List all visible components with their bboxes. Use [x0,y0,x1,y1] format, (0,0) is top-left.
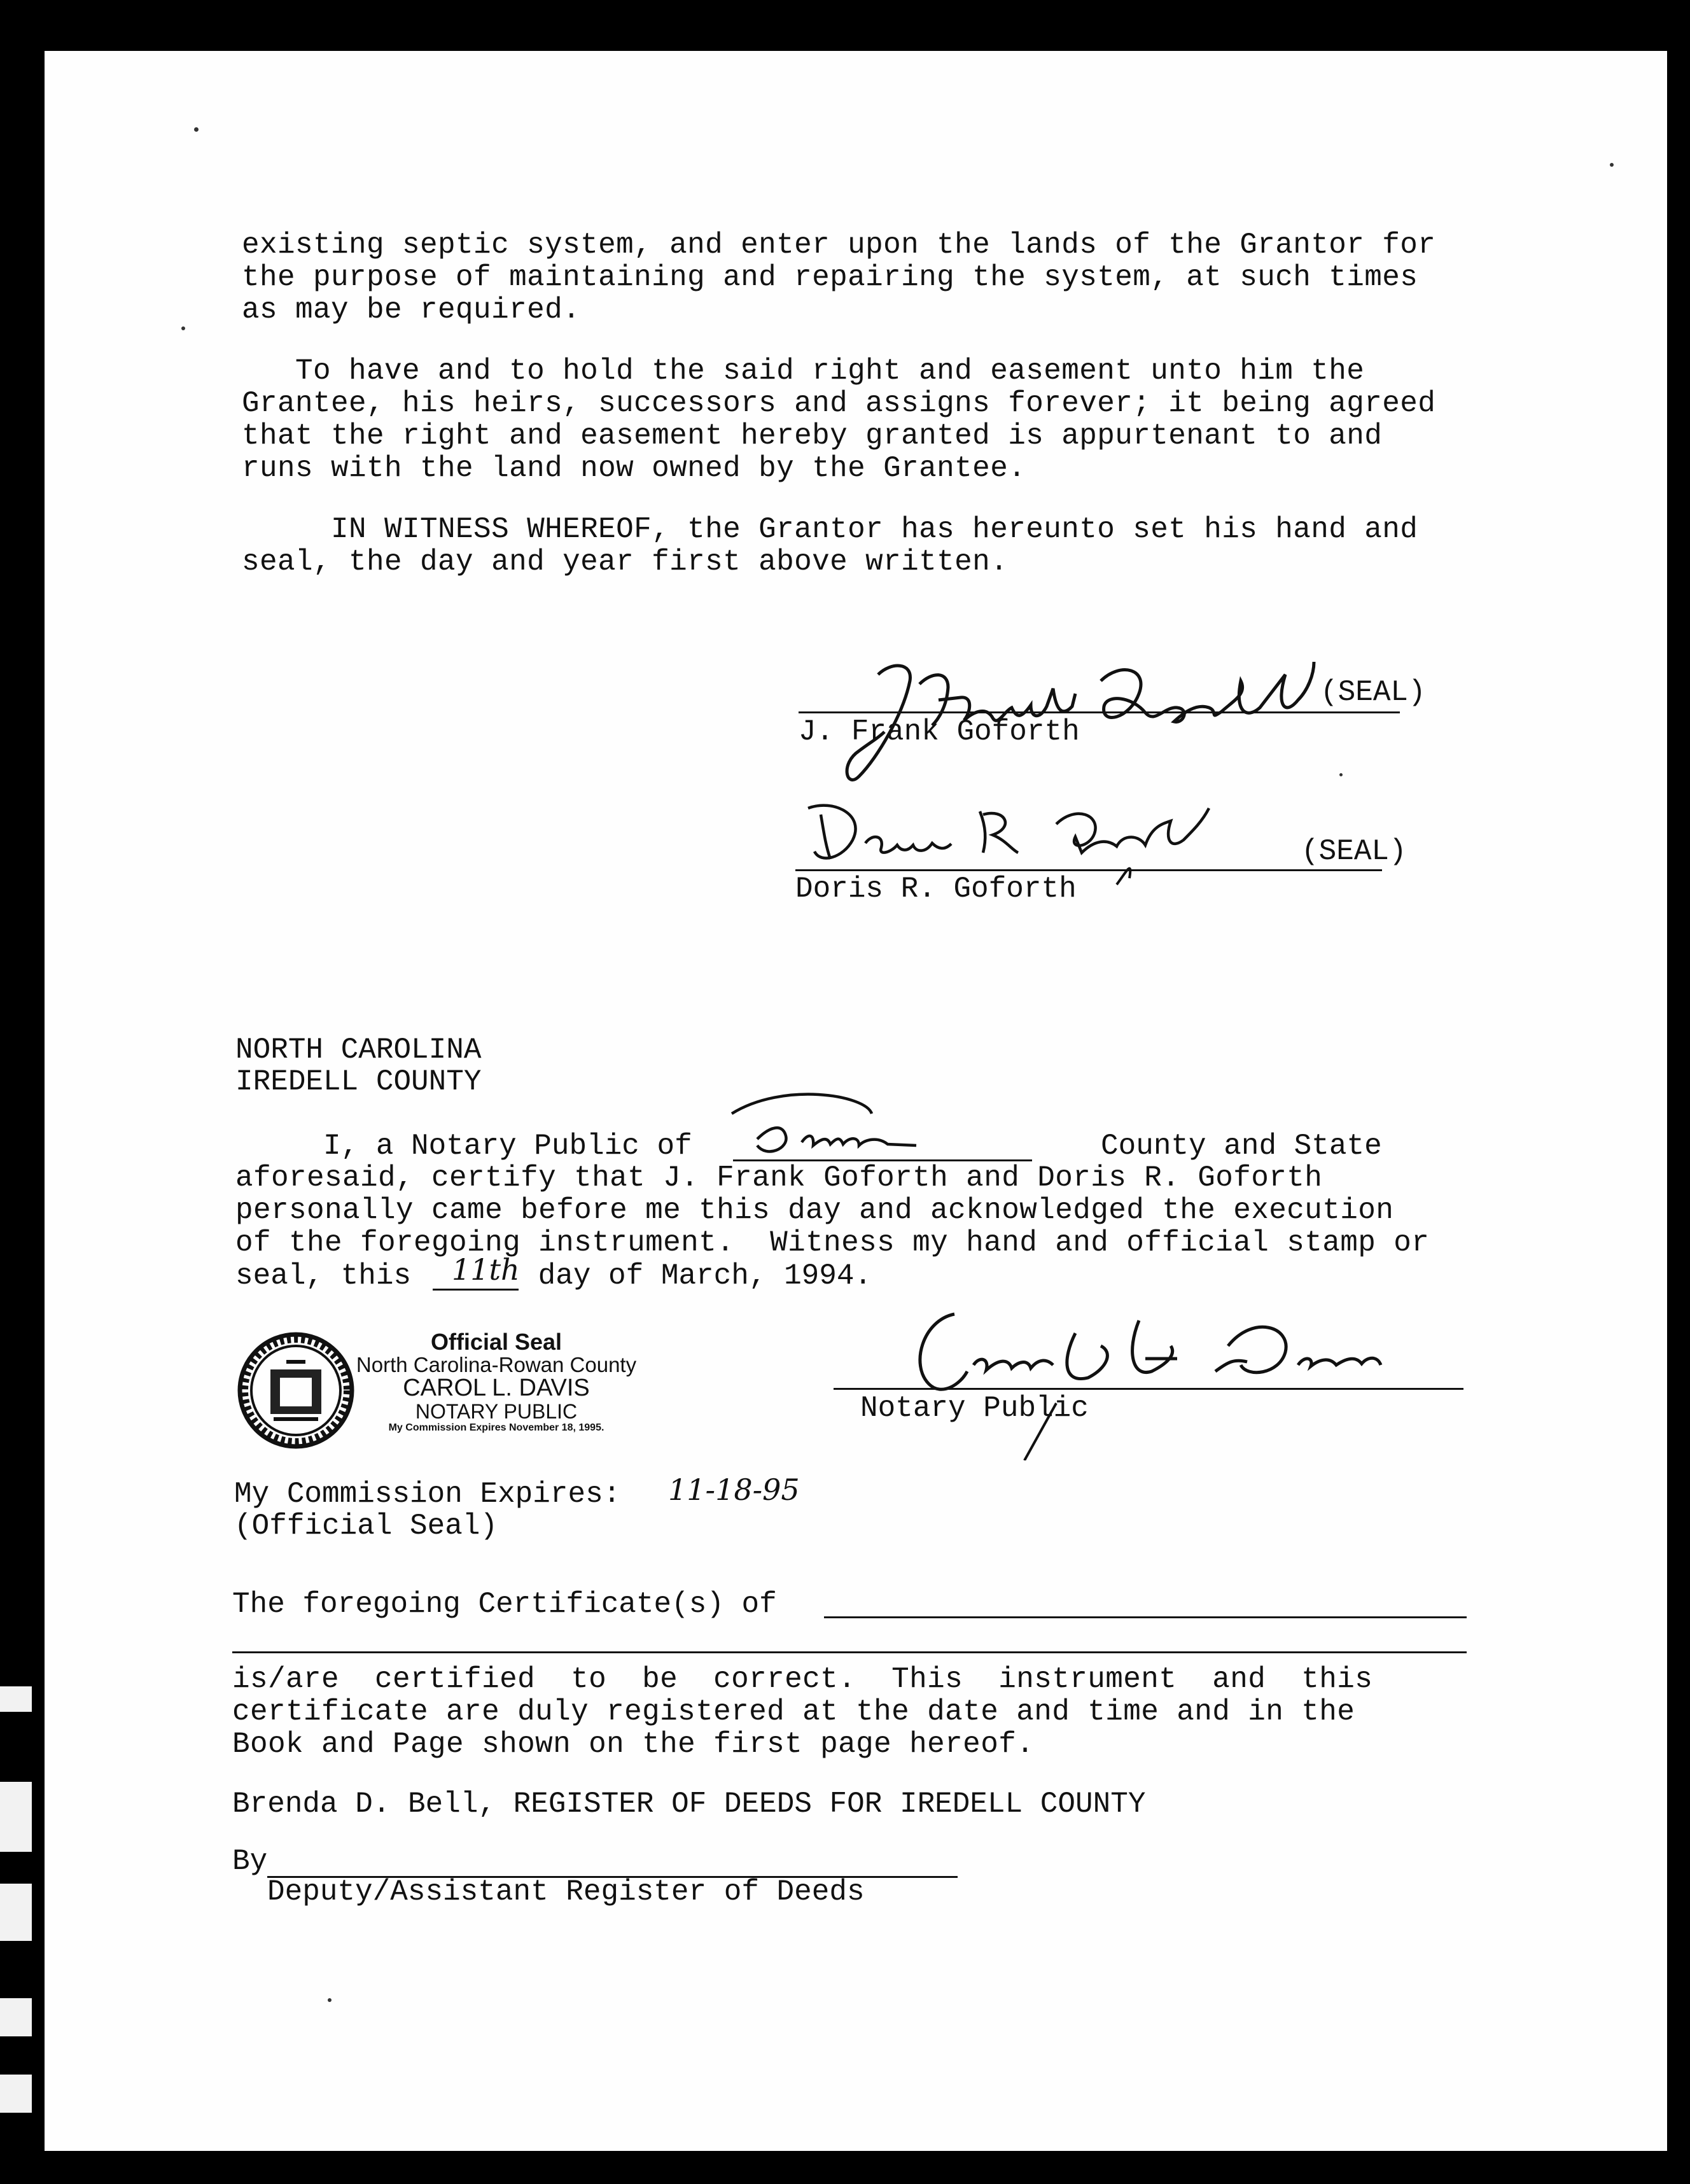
scan-speck [194,127,199,132]
scan-speck [1610,163,1614,167]
notary-line1-prefix: I, a Notary Public of [235,1130,710,1163]
scanner-edge-mark [0,1782,32,1852]
notary-certification-body: aforesaid, certify that J. Frank Goforth and Doris R. Goforth personally came before me this day and acknowledged the execution of the foregoing instrument. Witness my hand and official stamp or [235,1161,1430,1259]
certificate-blank-line-2 [232,1651,1467,1653]
seal-title: Official Seal [430,1329,562,1355]
paragraph-habendum: To have and to hold the said right and easement unto him the Grantee, his heirs, successors and assigns forever; it being agreed that the right and easement hereby granted is appurtenant to and runs with the land now owned by the Grantee. [242,354,1436,485]
official-seal-label: (Official Seal) [234,1509,498,1543]
certificate-blank-line-1 [824,1616,1467,1618]
scanner-edge-mark [0,1884,32,1941]
register-certification-body: is/are certified to be correct. This instrument and this certificate are duly registered at the date and time and in the Book and Page shown on the first page hereof. [232,1663,1373,1761]
register-of-deeds-line: Brenda D. Bell, REGISTER OF DEEDS FOR IREDELL COUNTY [232,1788,1146,1821]
notary-state: NORTH CAROLINA [235,1033,482,1067]
document-page [45,51,1667,2151]
seal-jurisdiction: North Carolina-Rowan County [356,1352,637,1376]
rowan-handwritten-county [706,1075,986,1171]
day-handwritten: 11th [452,1252,520,1287]
commission-expires-label: My Commission Expires: [234,1478,621,1511]
notary-county: IREDELL COUNTY [235,1065,482,1098]
scanner-edge-mark [0,1686,32,1712]
scan-speck [1339,773,1343,776]
paragraph-septic-system: existing septic system, and enter upon the lands of the Grantor for the purpose of maintaining and repairing the system, at such times as may be required. [242,228,1436,326]
notary-date-suffix: day of March, 1994. [520,1259,872,1292]
paragraph-witness-whereof: IN WITNESS WHEREOF, the Grantor has hereunto set his hand and seal, the day and year first above written. [242,513,1418,578]
notary-signature-line [834,1388,1463,1390]
notary-seal-emblem [235,1330,356,1451]
notary-line1-suffix: County and State [1101,1130,1382,1163]
scanner-edge-mark [0,1998,32,2036]
seal-notary-role: NOTARY PUBLIC [415,1400,578,1424]
scan-speck [181,326,185,330]
doris-signature-line [795,869,1382,871]
doris-seal-label: (SEAL) [1301,835,1407,868]
foregoing-certificate-label: The foregoing Certificate(s) of [232,1588,777,1621]
frank-seal-label: (SEAL) [1320,676,1426,709]
notary-seal-text [344,1330,649,1434]
scan-speck [328,1998,332,2002]
notary-signature-label: Notary Public [860,1392,1089,1425]
carol-davis-handwritten-signature [872,1295,1432,1460]
seal-notary-name: CAROL L. DAVIS [403,1375,590,1402]
doris-printed-name: Doris R. Goforth [795,872,1077,906]
frank-printed-name: J. Frank Goforth [799,715,1080,748]
by-label: By [232,1845,268,1878]
frank-signature-line [799,711,1400,713]
scanner-edge-mark [0,2075,32,2113]
commission-expiry-handwritten: 11-18-95 [668,1473,800,1507]
day-blank-line [433,1289,519,1291]
notary-date-prefix: seal, this [235,1259,429,1292]
seal-expiry: My Commission Expires November 18, 1995. [388,1422,604,1433]
deputy-register-label: Deputy/Assistant Register of Deeds [267,1875,865,1908]
